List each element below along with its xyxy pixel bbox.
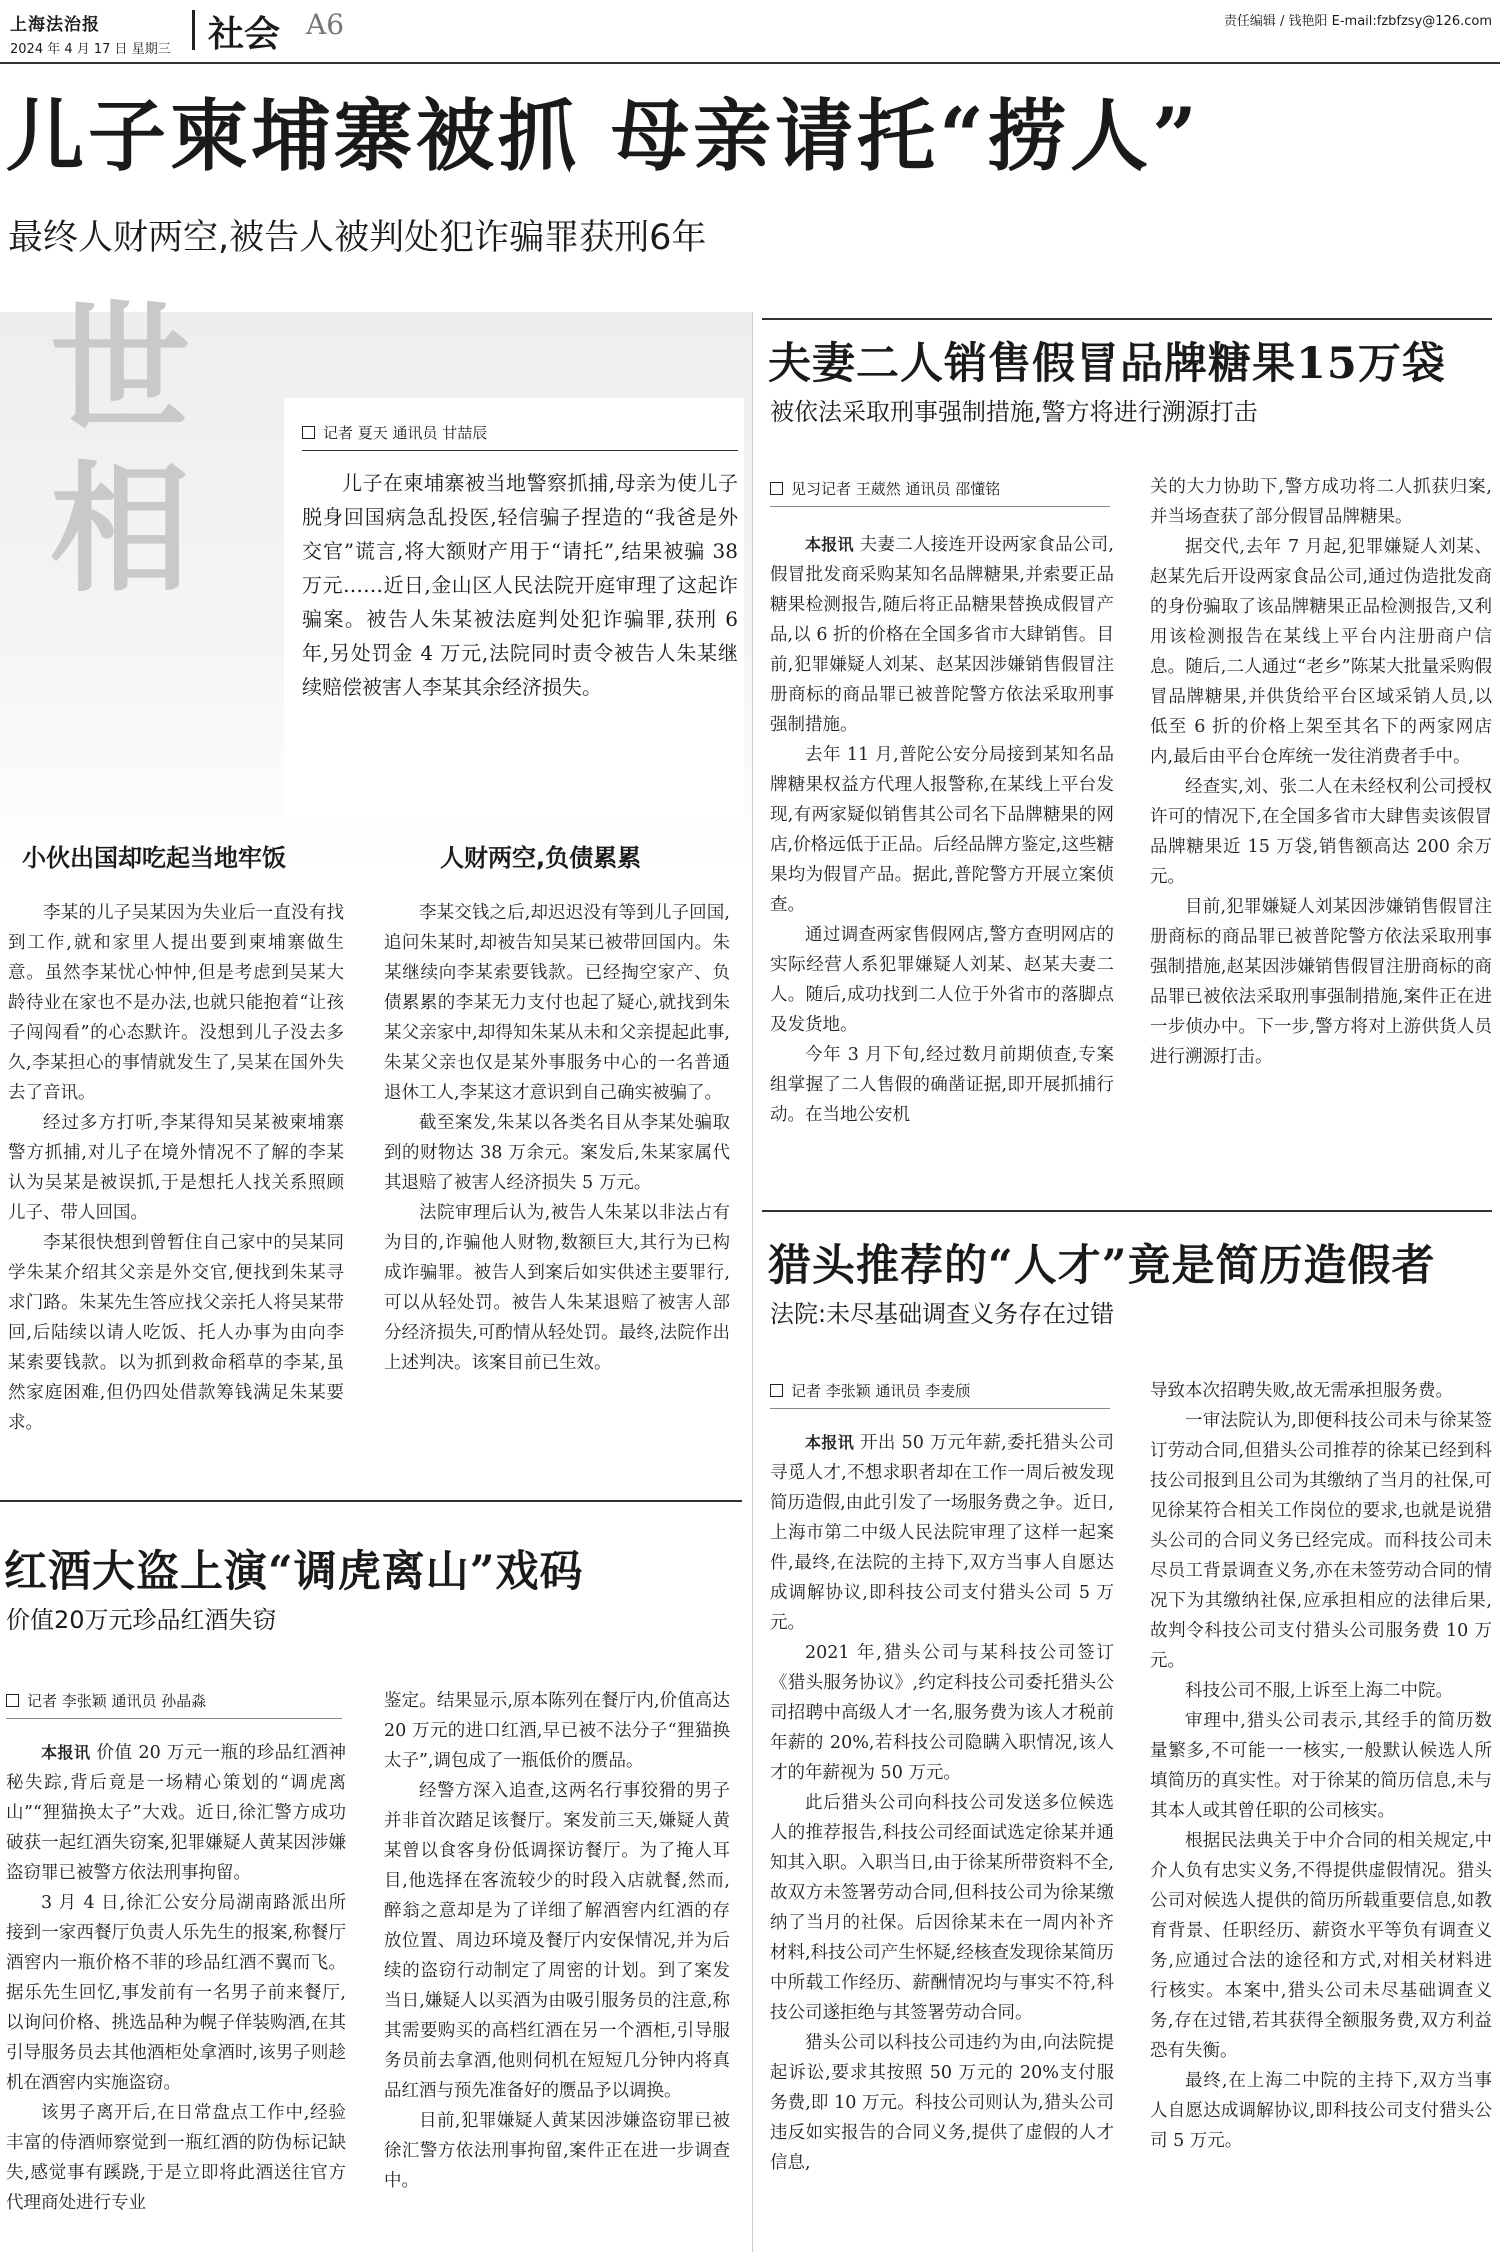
news-tag: 本报讯 <box>805 1433 855 1452</box>
square-icon <box>770 482 783 495</box>
paragraph: 审理中,猎头公司表示,其经手的简历数量繁多,不可能一一核实,一般默认候选人所填简历的真实性。对于徐某的简历信息,未与其本人或其曾任职的公司核实。 <box>1150 1711 1492 1821</box>
story-rule <box>762 1210 1492 1212</box>
paragraph: 此后猎头公司向科技公司发送多位候选人的推荐报告,科技公司经面试选定徐某并通知其入职。入职当日,由于徐某所带资料不全,故双方未签署劳动合同,但科技公司为徐某缴纳了当月的社保。后因徐某未在一周内补齐材料,科技公司产生怀疑,经核查发现徐某简历中所载工作经历、薪酬情况均与事实不符,科技公司遂拒绝与其签署劳动合同。 <box>770 1793 1114 2023</box>
paragraph: 3 月 4 日,徐汇公安分局湖南路派出所接到一家西餐厅负责人乐先生的报案,称餐厅酒窖内一瓶价格不菲的珍品红酒不翼而飞。据乐先生回忆,事发前有一名男子前来餐厅,以询问价格、挑选品种为幌子佯装购酒,在其引导服务员去其他酒柜处拿酒时,该男子则趁机在酒窖内实施盗窃。 <box>6 1893 346 2093</box>
paragraph: 李某的儿子吴某因为失业后一直没有找到工作,就和家里人提出要到柬埔寨做生意。虽然李某忧心忡忡,但是考虑到吴某大龄待业在家也不是办法,也就只能抱着“让孩子闯闯看”的心态默许。没想到儿子没去多久,李某担心的事情就发生了,吴某在国外失去了音讯。 <box>8 903 344 1103</box>
paragraph-text: 夫妻二人接连开设两家食品公司,假冒批发商采购某知名品牌糖果,并索要正品糖果检测报告,随后将正品糖果替换成假冒产品,以 6 折的价格在全国多省市大肆销售。目前,犯罪嫌疑人刘某、赵某因涉嫌销售假冒注册商标的商品罪已被普陀警方依法采取刑事强制措施。 <box>770 535 1114 735</box>
masthead-divider <box>192 10 195 50</box>
paragraph: 科技公司不服,上诉至上海二中院。 <box>1185 1681 1454 1701</box>
byline-text: 记者 李张颖 通讯员 孙晶淼 <box>27 1692 207 1710</box>
byline-rule <box>6 1718 342 1719</box>
paragraph <box>770 1428 1114 1638</box>
paragraph: 截至案发,朱某以各类名目从李某处骗取到的财物达 38 万余元。案发后,朱某家属代其退赔了被害人经济损失 5 万元。 <box>384 1113 730 1193</box>
paragraph: 经查实,刘、张二人在未经权利公司授权许可的情况下,在全国多省市大肆售卖该假冒品牌糖果近 15 万袋,销售额高达 200 余万元。 <box>1150 777 1492 887</box>
paper-name: 上海法治报 <box>10 15 100 35</box>
square-icon <box>770 1384 783 1397</box>
section-heading: 人财两空,负债累累 <box>440 844 642 872</box>
headhunter-story-column-1 <box>770 1428 1114 2178</box>
byline <box>770 1380 970 1401</box>
square-icon <box>302 426 315 439</box>
paragraph: 最终,在上海二中院的主持下,双方当事人自愿达成调解协议,即科技公司支付猎头公司 5 万元。 <box>1150 2071 1492 2151</box>
paragraph: 据交代,去年 7 月起,犯罪嫌疑人刘某、赵某先后开设两家食品公司,通过伪造批发商的身份骗取了该品牌糖果正品检测报告,又利用该检测报告在某线上平台内注册商户信息。随后,二人通过“老乡”陈某大批量采购假冒品牌糖果,并供货给平台区域采销人员,以低至 6 折的价格上架至其名下的两家网店内,最后由平台仓库统一发往消费者手中。 <box>1150 537 1492 767</box>
paragraph-text: 开出 50 万元年薪,委托猎头公司寻觅人才,不想求职者却在工作一周后被发现简历造假,由此引发了一场服务费之争。近日,上海市第二中级人民法院审理了这样一起案件,最终,在法院的主持下,双方当事人自愿达成调解协议,即科技公司支付猎头公司 5 万元。 <box>770 1433 1114 1633</box>
candy-story-column-2 <box>1150 472 1492 1072</box>
byline <box>302 422 487 443</box>
decor-char-shi: 世 <box>50 288 191 452</box>
paragraph: 通过调查两家售假网店,警方查明网店的实际经营人系犯罪嫌疑人刘某、赵某夫妻二人。随后,成功找到二人位于外省市的落脚点及发货地。 <box>770 925 1114 1035</box>
candy-story-title: 夫妻二人销售假冒品牌糖果15万袋 <box>768 339 1446 389</box>
byline <box>6 1690 206 1711</box>
headhunter-story-column-2 <box>1150 1376 1492 2156</box>
headhunter-story-title: 猎头推荐的“人才”竟是简历造假者 <box>768 1241 1436 1291</box>
news-tag: 本报讯 <box>805 535 854 554</box>
byline-rule <box>770 1408 1110 1409</box>
paragraph: 今年 3 月下旬,经过数月前期侦查,专案组掌握了二人售假的确凿证据,即开展抓捕行动。在当地公安机 <box>770 1045 1114 1125</box>
byline <box>770 478 1000 499</box>
byline-text: 记者 夏天 通讯员 甘喆辰 <box>323 424 488 442</box>
square-icon <box>6 1694 19 1707</box>
paragraph: 经过多方打听,李某得知吴某被柬埔寨警方抓捕,对儿子在境外情况不了解的李某认为吴某是被误抓,于是想托人找关系照顾儿子、带人回国。 <box>8 1113 344 1223</box>
lead-paragraph: 儿子在柬埔寨被当地警察抓捕,母亲为使儿子脱身回国病急乱投医,轻信骗子捏造的“我爸是外交官”谎言,将大额财产用于“请托”,结果被骗 38 万元……近日,金山区人民法院开庭审理了这起诈骗案。被告人朱某被法庭判处犯诈骗罪,获刑 6 年,另处罚金 4 万元,法院同时责令被告人朱某继续赔偿被害人李某其余经济损失。 <box>302 471 738 699</box>
page-number: A6 <box>306 8 345 41</box>
story-rule <box>0 1500 742 1502</box>
paragraph: 李某很快想到曾暂住自己家中的吴某同学朱某介绍其父亲是外交官,便找到朱某寻求门路。朱某先生答应找父亲托人将吴某带回,后陆续以请人吃饭、托人办事为由向李某索要钱款。以为抓到救命稻草的李某,虽然家庭困难,但仍四处借款筹钱满足朱某要求。 <box>8 1233 344 1433</box>
paragraph: 鉴定。结果显示,原本陈列在餐厅内,价值高达 20 万元的进口红酒,早已被不法分子“狸猫换太子”,调包成了一瓶低价的赝品。 <box>384 1691 730 1771</box>
paragraph <box>6 1738 346 1888</box>
masthead-rule <box>0 62 1500 64</box>
paragraph: 猎头公司以科技公司违约为由,向法院提起诉讼,要求其按照 50 万元的 20%支付服务费,即 10 万元。科技公司则认为,猎头公司违反如实报告的合同义务,提供了虚假的人才信息, <box>770 2033 1114 2173</box>
byline-rule <box>770 506 1110 507</box>
headhunter-story-subtitle: 法院:未尽基础调查义务存在过错 <box>770 1300 1115 1328</box>
byline-text: 记者 李张颖 通讯员 李麦颀 <box>791 1382 971 1400</box>
main-headline: 儿子柬埔寨被抓 母亲请托“捞人” <box>6 91 1201 182</box>
lead-box <box>284 398 744 818</box>
editor-info: 责任编辑 / 钱艳阳 E-mail:fzbfzsy@126.com <box>1223 14 1492 29</box>
news-tag: 本报讯 <box>41 1743 91 1762</box>
paragraph: 一审法院认为,即便科技公司未与徐某签订劳动合同,但猎头公司推荐的徐某已经到科技公司报到且公司为其缴纳了当月的社保,可见徐某符合相关工作岗位的要求,也就是说猎头公司的合同义务已经完成。而科技公司未尽员工背景调查义务,亦在未签劳动合同的情况下为其缴纳社保,应承担相应的法律后果,故判令科技公司支付猎头公司服务费 10 万元。 <box>1150 1411 1492 1671</box>
candy-story-column-1 <box>770 530 1114 1130</box>
paragraph: 目前,犯罪嫌疑人黄某因涉嫌盗窃罪已被徐汇警方依法刑事拘留,案件正在进一步调查中。 <box>384 2111 730 2191</box>
publication-date: 2024 年 4 月 17 日 星期三 <box>10 42 171 57</box>
section-name: 社会 <box>208 13 281 55</box>
wine-story-column-2 <box>384 1686 730 2196</box>
paragraph: 根据民法典关于中介合同的相关规定,中介人负有忠实义务,不得提供虚假情况。猎头公司对候选人提供的简历所载重要信息,如教育背景、任职经历、薪资水平等负有调查义务,应通过合法的途径和方式,对相关材料进行核实。本案中,猎头公司未尽基础调查义务,存在过错,若其获得全额服务费,双方利益恐有失衡。 <box>1150 1831 1492 2061</box>
paragraph: 导致本次招聘失败,故无需承担服务费。 <box>1150 1381 1454 1401</box>
candy-story-subtitle: 被依法采取刑事强制措施,警方将进行溯源打击 <box>770 398 1258 426</box>
wine-story-column-1 <box>6 1738 346 2218</box>
byline-text: 见习记者 王葳然 通讯员 邵懂铭 <box>791 480 1001 498</box>
section-heading: 小伙出国却吃起当地牢饭 <box>22 844 286 872</box>
decor-char-xiang: 相 <box>50 448 191 612</box>
byline-rule <box>302 450 738 451</box>
main-subtitle: 最终人财两空,被告人被判处犯诈骗罪获刑6年 <box>8 218 707 258</box>
paragraph: 关的大力协助下,警方成功将二人抓获归案,并当场查获了部分假冒品牌糖果。 <box>1150 477 1492 527</box>
paragraph: 2021 年,猎头公司与某科技公司签订《猎头服务协议》,约定科技公司委托猎头公司招聘中高级人才一名,服务费为该人才税前年薪的 20%,若科技公司隐瞒入职情况,该人才的年薪视为 50 万元。 <box>770 1643 1114 1783</box>
story-rule <box>762 318 1492 320</box>
lead-story-column-2 <box>384 898 730 1378</box>
column-divider <box>752 312 753 2252</box>
paragraph <box>770 530 1114 740</box>
wine-story-title: 红酒大盗上演“调虎离山”戏码 <box>4 1547 584 1597</box>
masthead <box>0 0 1500 62</box>
paragraph: 去年 11 月,普陀公安分局接到某知名品牌糖果权益方代理人报警称,在某线上平台发现,有两家疑似销售其公司名下品牌糖果的网店,价格远低于正品。后经品牌方鉴定,这些糖果均为假冒产品。据此,普陀警方开展立案侦查。 <box>770 745 1114 915</box>
wine-story-subtitle: 价值20万元珍品红酒失窃 <box>6 1606 277 1634</box>
paragraph: 经警方深入追查,这两名行事狡猾的男子并非首次踏足该餐厅。案发前三天,嫌疑人黄某曾以食客身份低调探访餐厅。为了掩人耳目,他选择在客流较少的时段入店就餐,然而,醉翁之意却是为了详细了解酒窖内红酒的存放位置、周边环境及餐厅内安保情况,并为后续的盗窃行动制定了周密的计划。到了案发当日,嫌疑人以买酒为由吸引服务员的注意,称其需要购买的高档红酒在另一个酒柜,引导服务员前去拿酒,他则伺机在短短几分钟内将真品红酒与预先准备好的赝品予以调换。 <box>384 1781 730 2101</box>
paragraph-text: 价值 20 万元一瓶的珍品红酒神秘失踪,背后竟是一场精心策划的“调虎离山”“狸猫换太子”大戏。近日,徐汇警方成功破获一起红酒失窃案,犯罪嫌疑人黄某因涉嫌盗窃罪已被警方依法刑事拘留。 <box>6 1743 346 1883</box>
paragraph: 法院审理后认为,被告人朱某以非法占有为目的,诈骗他人财物,数额巨大,其行为已构成诈骗罪。被告人到案后如实供述主要罪行,可以从轻处罚。被告人朱某退赔了被害人部分经济损失,可酌情从轻处罚。最终,法院作出上述判决。该案目前已生效。 <box>384 1203 730 1373</box>
paragraph: 李某交钱之后,却迟迟没有等到儿子回国,追问朱某时,却被告知吴某已被带回国内。朱某继续向李某索要钱款。已经掏空家产、负债累累的李某无力支付也起了疑心,就找到朱某父亲家中,却得知朱某从未和父亲提起此事,朱某父亲也仅是某外事服务中心的一名普通退休工人,李某这才意识到自己确实被骗了。 <box>384 903 730 1103</box>
paragraph: 目前,犯罪嫌疑人刘某因涉嫌销售假冒注册商标的商品罪已被普陀警方依法采取刑事强制措施,赵某因涉嫌销售假冒注册商标的商品罪已被依法采取刑事强制措施,案件正在进一步侦办中。下一步,警方将对上游供货人员进行溯源打击。 <box>1150 897 1492 1067</box>
paragraph: 该男子离开后,在日常盘点工作中,经验丰富的侍酒师察觉到一瓶红酒的防伪标记缺失,感觉事有蹊跷,于是立即将此酒送往官方代理商处进行专业 <box>6 2103 346 2213</box>
lead-story-column-1 <box>8 898 344 1438</box>
